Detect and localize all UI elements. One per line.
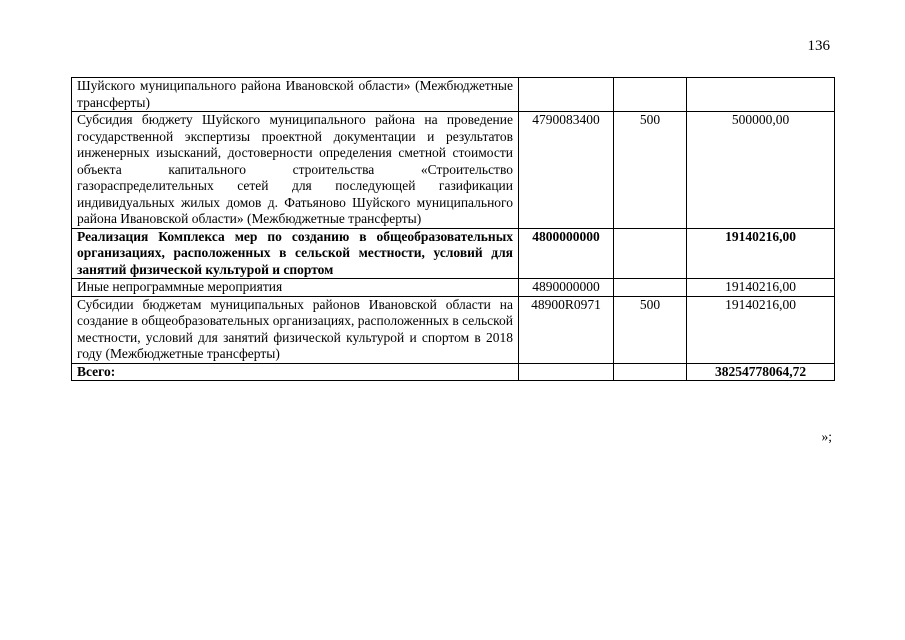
row-expense-type: 500 bbox=[614, 296, 687, 363]
budget-table bbox=[71, 77, 835, 381]
row-code: 4800000000 bbox=[519, 228, 614, 279]
table-row-total bbox=[72, 363, 835, 381]
row-code bbox=[519, 363, 614, 381]
row-expense-type bbox=[614, 279, 687, 297]
row-expense-type: 500 bbox=[614, 112, 687, 229]
row-code: 48900R0971 bbox=[519, 296, 614, 363]
table-row bbox=[72, 112, 835, 229]
row-code: 4790083400 bbox=[519, 112, 614, 229]
row-sum bbox=[687, 78, 835, 112]
row-sum: 500000,00 bbox=[687, 112, 835, 229]
row-expense-type bbox=[614, 363, 687, 381]
total-sum: 38254778064,72 bbox=[687, 363, 835, 381]
table-row bbox=[72, 279, 835, 297]
row-expense-type bbox=[614, 228, 687, 279]
row-code bbox=[519, 78, 614, 112]
closing-quote-mark: »; bbox=[821, 429, 832, 444]
row-description: Реализация Комплекса мер по созданию в общеобразовательных организациях, расположенных в сельской местности, условий для занятий физической культурой и спортом bbox=[72, 228, 519, 279]
page-number: 136 bbox=[807, 38, 830, 54]
row-expense-type bbox=[614, 78, 687, 112]
row-sum: 19140216,00 bbox=[687, 228, 835, 279]
total-label: Всего: bbox=[72, 363, 519, 381]
table-row bbox=[72, 78, 835, 112]
row-description: Шуйского муниципального района Ивановской области» (Межбюджетные трансферты) bbox=[72, 78, 519, 112]
row-sum: 19140216,00 bbox=[687, 296, 835, 363]
row-sum: 19140216,00 bbox=[687, 279, 835, 297]
row-description: Субсидия бюджету Шуйского муниципального района на проведение государственной экспертизы проектной документации и результатов инженерных изысканий, достоверности определения сметной стоимости объекта капитального строительства «Строительство газораспределительных сетей для последующей газификации индивидуальных жилых домов д. Фатьяново Шуйского муниципального района Ивановской области» (Межбюджетные трансферты) bbox=[72, 112, 519, 229]
table-row bbox=[72, 296, 835, 363]
row-description: Субсидии бюджетам муниципальных районов Ивановской области на создание в общеобразовательных организациях, расположенных в сельской местности, условий для занятий физической культурой и спортом в 2018 году (Межбюджетные трансферты) bbox=[72, 296, 519, 363]
table-row bbox=[72, 228, 835, 279]
row-description: Иные непрограммные мероприятия bbox=[72, 279, 519, 297]
row-code: 4890000000 bbox=[519, 279, 614, 297]
